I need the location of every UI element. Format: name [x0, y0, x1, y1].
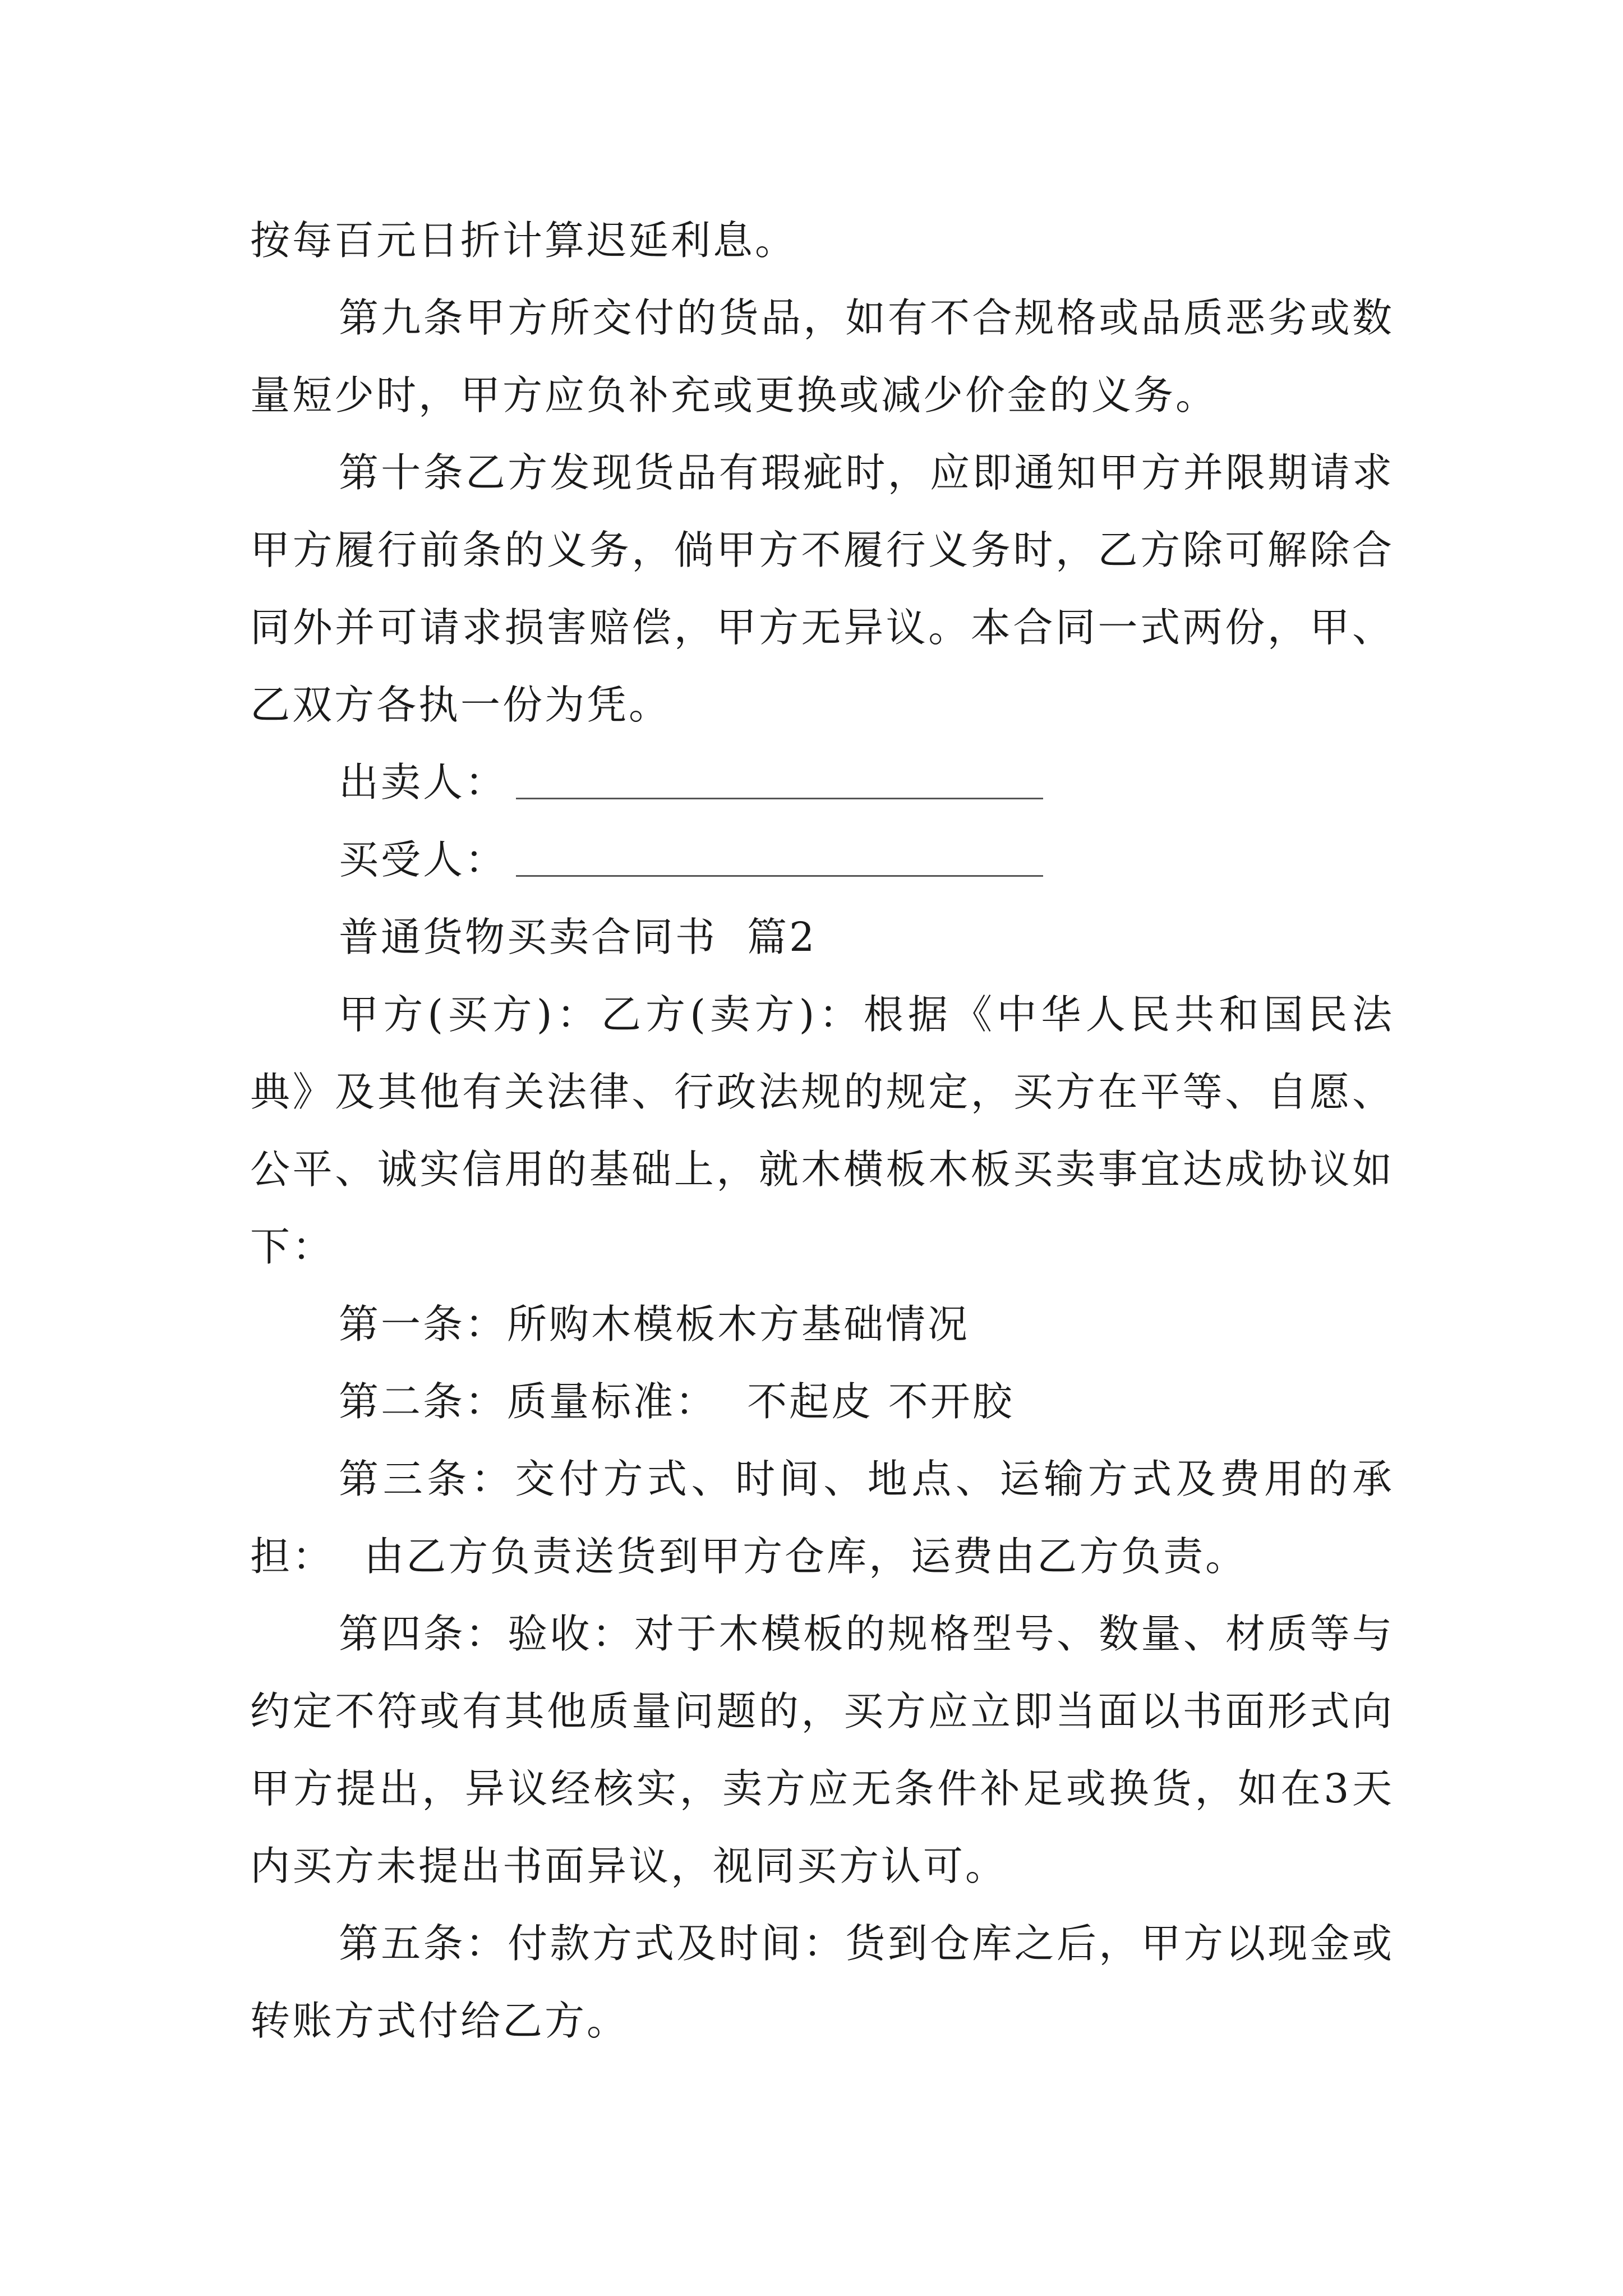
seller-signature-row — [250, 744, 1394, 821]
buyer-signature-row — [250, 821, 1394, 899]
seller-signature-line — [516, 798, 1043, 799]
paragraph-article-9: 第九条甲方所交付的货品，如有不合规格或品质恶劣或数量短少时，甲方应负补充或更换或减少价金的义务。 — [250, 295, 1394, 418]
paragraph-interest: 按每百元日折计算迟延利息。 — [250, 217, 797, 264]
paragraph-article-3: 第三条：交付方式、时间、地点、运输方式及费用的承担： 由乙方负责送货到甲方仓库，运费由乙方负责。 — [250, 1456, 1394, 1580]
paragraph-article-4: 第四条：验收：对于木模板的规格型号、数量、材质等与约定不符或有其他质量问题的，买方应立即当面以书面形式向甲方提出，异议经核实，卖方应无条件补足或换货，如在3天内买方未提出书面异议，视同买方认可。 — [250, 1611, 1394, 1889]
paragraph-article-2: 第二条：质量标准： 不起皮 不开胶 — [339, 1378, 1015, 1425]
document-body — [250, 202, 1394, 2060]
buyer-signature-line — [516, 875, 1043, 877]
paragraph-article-5: 第五条：付款方式及时间：货到仓库之后，甲方以现金或转账方式付给乙方。 — [250, 1920, 1394, 2044]
buyer-label: 买受人： — [339, 836, 508, 883]
paragraph-preamble: 甲方(买方)：乙方(卖方)：根据《中华人民共和国民法典》及其他有关法律、行政法规的规定，买方在平等、自愿、公平、诚实信用的基础上，就木横板木板买卖事宜达成协议如下： — [250, 991, 1394, 1270]
seller-label: 出卖人： — [339, 759, 508, 806]
paragraph-article-10: 第十条乙方发现货品有瑕疵时，应即通知甲方并限期请求甲方履行前条的义务，倘甲方不履行义务时，乙方除可解除合同外并可请求损害赔偿，甲方无异议。本合同一式两份，甲、乙双方各执一份为凭。 — [250, 449, 1394, 728]
paragraph-article-1: 第一条：所购木模板木方基础情况 — [339, 1301, 970, 1347]
section-title: 普通货物买卖合同书 篇2 — [339, 914, 817, 960]
